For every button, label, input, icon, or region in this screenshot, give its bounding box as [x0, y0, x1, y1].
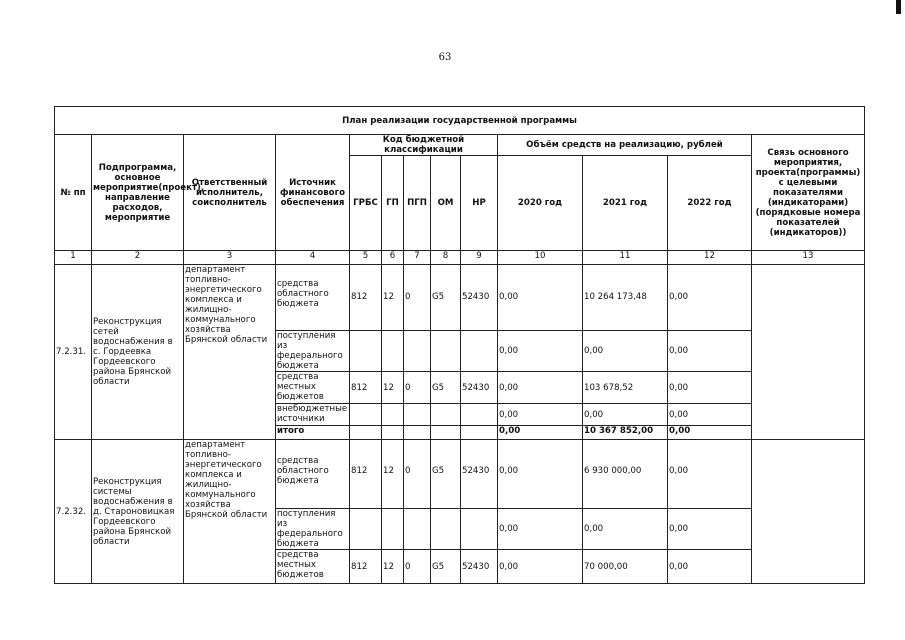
col-number: 2 — [92, 251, 184, 265]
value-2022: 0,00 — [668, 331, 752, 372]
value-2022: 0,00 — [668, 426, 752, 440]
np-cell — [461, 404, 498, 426]
value-2022: 0,00 — [668, 265, 752, 331]
header-volume: Объём средств на реализацию, рублей — [498, 135, 752, 156]
header-responsible: Ответственный исполнитель, соисполнитель — [184, 135, 276, 251]
col-number: 11 — [583, 251, 668, 265]
source-cell: средства местных бюджетов — [276, 550, 350, 584]
gp-cell — [382, 404, 404, 426]
value-2021: 0,00 — [583, 404, 668, 426]
pgp-cell: 0 — [404, 265, 431, 331]
grbs-cell — [350, 331, 382, 372]
value-2022: 0,00 — [668, 550, 752, 584]
grbs-cell — [350, 426, 382, 440]
page-number: 63 — [438, 52, 452, 63]
col-number: 12 — [668, 251, 752, 265]
source-cell: средства областного бюджета — [276, 265, 350, 331]
header-om: ОМ — [431, 156, 461, 251]
item-name: Реконструкция системы водоснабжения в д. Староновицкая Гордеевского района Брянской области — [92, 440, 184, 584]
item-number: 7.2.31. — [55, 265, 92, 440]
om-cell — [431, 404, 461, 426]
header-grbs: ГРБС — [350, 156, 382, 251]
value-2021: 70 000,00 — [583, 550, 668, 584]
item-link — [752, 440, 865, 584]
value-2021: 0,00 — [583, 509, 668, 550]
item-name: Реконструкция сетей водоснабжения в с. Гордеевка Гордеевского района Брянской области — [92, 265, 184, 440]
col-number: 6 — [382, 251, 404, 265]
source-cell: итого — [276, 426, 350, 440]
item-responsible: департамент топливно-энергетического комплекса и жилищно-коммунального хозяйства Брянской области — [184, 440, 276, 584]
col-number: 4 — [276, 251, 350, 265]
value-2020: 0,00 — [498, 331, 583, 372]
pgp-cell: 0 — [404, 440, 431, 509]
om-cell — [431, 509, 461, 550]
om-cell: G5 — [431, 265, 461, 331]
source-cell: внебюджетные источники — [276, 404, 350, 426]
pgp-cell: 0 — [404, 550, 431, 584]
grbs-cell — [350, 404, 382, 426]
col-number: 7 — [404, 251, 431, 265]
header-subprogram: Подпрограмма, основное мероприятие(проект), направление расходов, мероприятие — [92, 135, 184, 251]
header-np: НР — [461, 156, 498, 251]
gp-cell: 12 — [382, 440, 404, 509]
item-link — [752, 265, 865, 440]
source-cell: средства областного бюджета — [276, 440, 350, 509]
item-responsible: департамент топливно-энергетического комплекса и жилищно-коммунального хозяйства Брянской области — [184, 265, 276, 440]
np-cell: 52430 — [461, 440, 498, 509]
np-cell: 52430 — [461, 550, 498, 584]
table-row — [55, 440, 865, 509]
gp-cell — [382, 509, 404, 550]
om-cell: G5 — [431, 550, 461, 584]
gp-cell — [382, 426, 404, 440]
source-cell: средства местных бюджетов — [276, 372, 350, 404]
col-number: 5 — [350, 251, 382, 265]
header-2020: 2020 год — [498, 156, 583, 251]
header-link: Связь основного мероприятия, проекта(программы) с целевыми показателями (индикаторами) (порядковые номера показателей (индикаторов)) — [752, 135, 865, 251]
value-2022: 0,00 — [668, 509, 752, 550]
om-cell — [431, 331, 461, 372]
value-2020: 0,00 — [498, 372, 583, 404]
value-2021: 0,00 — [583, 331, 668, 372]
source-cell: поступления из федерального бюджета — [276, 509, 350, 550]
gp-cell: 12 — [382, 265, 404, 331]
header-2022: 2022 год — [668, 156, 752, 251]
om-cell: G5 — [431, 372, 461, 404]
np-cell: 52430 — [461, 265, 498, 331]
value-2020: 0,00 — [498, 550, 583, 584]
value-2020: 0,00 — [498, 509, 583, 550]
gp-cell — [382, 331, 404, 372]
value-2021: 6 930 000,00 — [583, 440, 668, 509]
table-row — [55, 265, 865, 331]
value-2022: 0,00 — [668, 372, 752, 404]
gp-cell: 12 — [382, 550, 404, 584]
col-number: 1 — [55, 251, 92, 265]
value-2021: 10 264 173,48 — [583, 265, 668, 331]
value-2020: 0,00 — [498, 426, 583, 440]
grbs-cell: 812 — [350, 265, 382, 331]
np-cell — [461, 509, 498, 550]
header-num: № пп — [55, 135, 92, 251]
grbs-cell — [350, 509, 382, 550]
header-source: Источник финансового обеспечения — [276, 135, 350, 251]
header-pgp: ПГП — [404, 156, 431, 251]
plan-table — [54, 106, 865, 584]
om-cell: G5 — [431, 440, 461, 509]
grbs-cell: 812 — [350, 550, 382, 584]
value-2021: 103 678,52 — [583, 372, 668, 404]
header-budget-code: Код бюджетной классификации — [350, 135, 498, 156]
table-title: План реализации государственной программы — [55, 107, 865, 135]
col-number: 13 — [752, 251, 865, 265]
source-cell: поступления из федерального бюджета — [276, 331, 350, 372]
np-cell — [461, 426, 498, 440]
pgp-cell — [404, 331, 431, 372]
col-number: 8 — [431, 251, 461, 265]
value-2022: 0,00 — [668, 404, 752, 426]
pgp-cell: 0 — [404, 372, 431, 404]
header-gp: ГП — [382, 156, 404, 251]
item-number: 7.2.32. — [55, 440, 92, 584]
om-cell — [431, 426, 461, 440]
np-cell — [461, 331, 498, 372]
value-2020: 0,00 — [498, 440, 583, 509]
grbs-cell: 812 — [350, 372, 382, 404]
pgp-cell — [404, 426, 431, 440]
value-2020: 0,00 — [498, 265, 583, 331]
value-2022: 0,00 — [668, 440, 752, 509]
pgp-cell — [404, 509, 431, 550]
grbs-cell: 812 — [350, 440, 382, 509]
pgp-cell — [404, 404, 431, 426]
np-cell: 52430 — [461, 372, 498, 404]
col-number: 9 — [461, 251, 498, 265]
col-number: 10 — [498, 251, 583, 265]
gp-cell: 12 — [382, 372, 404, 404]
scan-edge-mark — [896, 0, 901, 14]
col-number: 3 — [184, 251, 276, 265]
header-2021: 2021 год — [583, 156, 668, 251]
value-2020: 0,00 — [498, 404, 583, 426]
column-number-row — [55, 251, 865, 265]
value-2021: 10 367 852,00 — [583, 426, 668, 440]
